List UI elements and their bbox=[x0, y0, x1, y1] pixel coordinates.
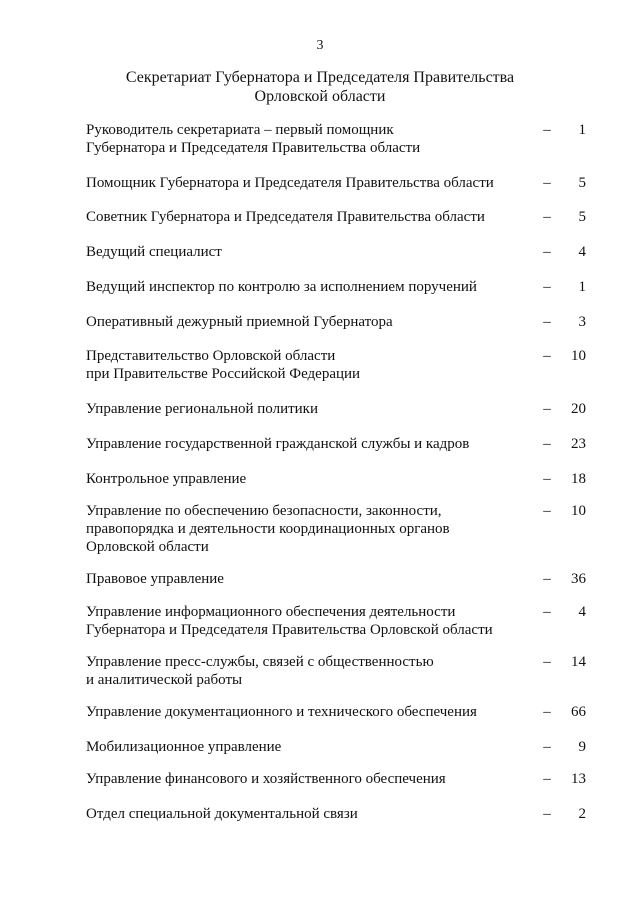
list-item-name-line: при Правительстве Российской Федерации bbox=[86, 366, 361, 382]
list-item-count: 1 bbox=[578, 279, 586, 295]
list-item-dash: – bbox=[543, 122, 551, 138]
list-item-name-line: Оперативный дежурный приемной Губернатора bbox=[86, 314, 393, 330]
list-item-name bbox=[86, 347, 526, 383]
list-item-name bbox=[86, 435, 526, 453]
list-item-name bbox=[86, 208, 526, 226]
list-item-name bbox=[86, 313, 526, 331]
list-item-name-line: Ведущий инспектор по контролю за исполнением поручений bbox=[86, 279, 477, 295]
list-item-dash: – bbox=[543, 604, 551, 620]
list-item-name bbox=[86, 653, 526, 689]
list-item-count: 10 bbox=[571, 348, 586, 364]
list-item-dash: – bbox=[543, 471, 551, 487]
list-item-name bbox=[86, 738, 526, 756]
list-item-name-line: Отдел специальной документальной связи bbox=[86, 806, 358, 822]
list-item-name bbox=[86, 121, 526, 157]
list-item-name-line: Представительство Орловской области bbox=[86, 348, 336, 364]
list-item-name-line: Руководитель секретариата – первый помощник bbox=[86, 122, 394, 138]
list-item-count: 9 bbox=[578, 739, 586, 755]
list-item-count: 36 bbox=[571, 571, 586, 587]
list-item-name-line: Мобилизационное управление bbox=[86, 739, 282, 755]
list-item-dash: – bbox=[543, 806, 551, 822]
list-item-dash: – bbox=[543, 654, 551, 670]
list-item-count: 5 bbox=[578, 209, 586, 225]
list-item-name bbox=[86, 570, 526, 588]
list-item-count: 14 bbox=[571, 654, 586, 670]
list-item-name bbox=[86, 502, 526, 556]
list-item-name bbox=[86, 278, 526, 296]
list-item-dash: – bbox=[543, 279, 551, 295]
list-item-dash: – bbox=[543, 704, 551, 720]
list-item-count: 2 bbox=[578, 806, 586, 822]
title-line-1: Секретариат Губернатора и Председателя Правительства bbox=[125, 69, 515, 86]
list-item-dash: – bbox=[543, 771, 551, 787]
list-item-name-line: Орловской области bbox=[86, 539, 209, 555]
list-item-dash: – bbox=[543, 436, 551, 452]
list-item-name-line: Управление информационного обеспечения деятельности bbox=[86, 604, 456, 620]
list-item-name-line: Ведущий специалист bbox=[86, 244, 222, 260]
list-item-name-line: Управление государственной гражданской службы и кадров bbox=[86, 436, 470, 452]
list-item-count: 1 bbox=[578, 122, 586, 138]
list-item-name bbox=[86, 174, 526, 192]
list-item-count: 18 bbox=[571, 471, 586, 487]
list-item-name bbox=[86, 243, 526, 261]
list-item-name-line: Контрольное управление bbox=[86, 471, 247, 487]
page-title bbox=[0, 68, 640, 106]
list-item-dash: – bbox=[543, 739, 551, 755]
list-item-name bbox=[86, 770, 526, 788]
list-item-name-line: Губернатора и Председателя Правительства области bbox=[86, 140, 421, 156]
title-line-2: Орловской области bbox=[254, 88, 386, 105]
list-item-dash: – bbox=[543, 244, 551, 260]
list-item-name-line: Управление региональной политики bbox=[86, 401, 319, 417]
list-item-count: 3 bbox=[578, 314, 586, 330]
list-item-name bbox=[86, 703, 526, 721]
list-item-count: 66 bbox=[571, 704, 586, 720]
list-item-name bbox=[86, 400, 526, 418]
list-item-count: 5 bbox=[578, 175, 586, 191]
list-item-dash: – bbox=[543, 348, 551, 364]
list-item-name-line: Управление пресс-службы, связей с общественностью bbox=[86, 654, 434, 670]
list-item-dash: – bbox=[543, 401, 551, 417]
list-item-name bbox=[86, 805, 526, 823]
list-item-name-line: и аналитической работы bbox=[86, 672, 243, 688]
list-item-dash: – bbox=[543, 571, 551, 587]
list-item-count: 10 bbox=[571, 503, 586, 519]
page-number: 3 bbox=[316, 38, 324, 53]
list-item-name bbox=[86, 470, 526, 488]
list-item-name-line: правопорядка и деятельности координационных органов bbox=[86, 521, 450, 537]
list-item-name-line: Помощник Губернатора и Председателя Правительства области bbox=[86, 175, 494, 191]
list-item-name-line: Управление финансового и хозяйственного обеспечения bbox=[86, 771, 446, 787]
list-item-count: 4 bbox=[578, 604, 586, 620]
list-item-dash: – bbox=[543, 175, 551, 191]
list-item-dash: – bbox=[543, 209, 551, 225]
list-item-count: 13 bbox=[571, 771, 586, 787]
list-item-count: 20 bbox=[571, 401, 586, 417]
list-item-count: 23 bbox=[571, 436, 586, 452]
list-item-name-line: Управление документационного и технического обеспечения bbox=[86, 704, 477, 720]
list-item-name-line: Управление по обеспечению безопасности, законности, bbox=[86, 503, 442, 519]
list-item-dash: – bbox=[543, 503, 551, 519]
list-item-dash: – bbox=[543, 314, 551, 330]
list-item-name-line: Советник Губернатора и Председателя Правительства области bbox=[86, 209, 485, 225]
list-item-name-line: Правовое управление bbox=[86, 571, 224, 587]
list-item-name bbox=[86, 603, 526, 639]
list-item-count: 4 bbox=[578, 244, 586, 260]
list-item-name-line: Губернатора и Председателя Правительства Орловской области bbox=[86, 622, 493, 638]
